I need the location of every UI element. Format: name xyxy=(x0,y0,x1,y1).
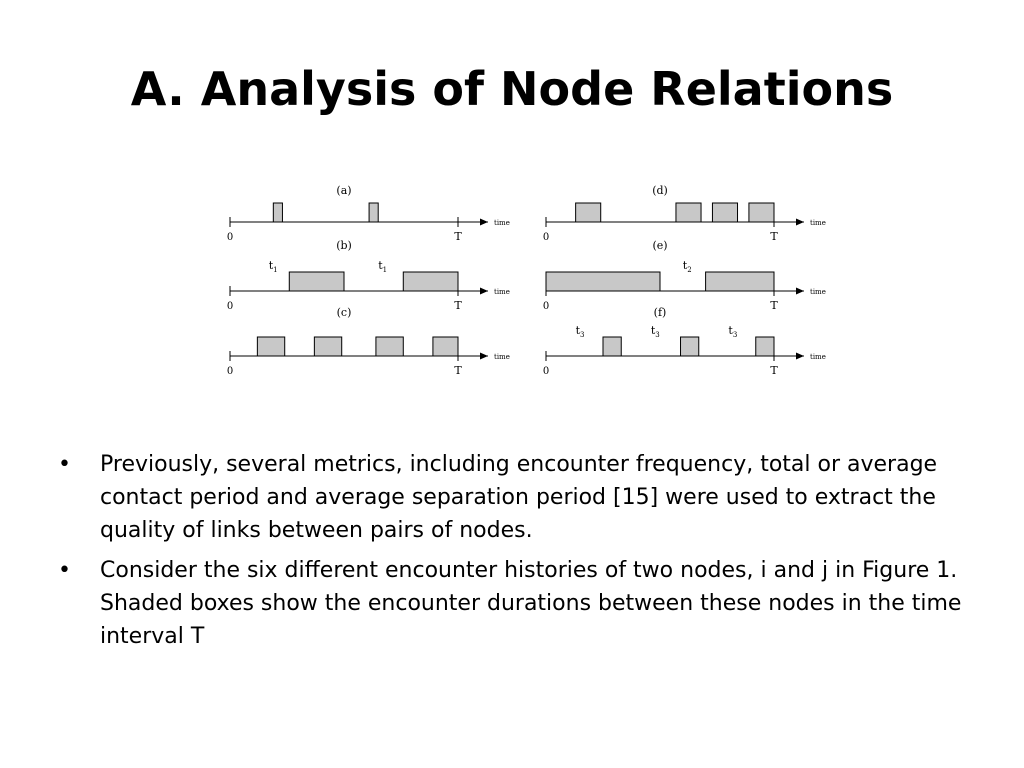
bullet-dot: • xyxy=(58,452,71,477)
axis-name-label: time xyxy=(494,219,510,227)
axis-end-label: T xyxy=(454,364,462,377)
panel-label: (f) xyxy=(653,306,667,319)
axis-arrow xyxy=(480,353,488,360)
encounter-box xyxy=(603,337,621,356)
encounter-box xyxy=(257,337,284,356)
axis-name-label: time xyxy=(494,353,510,361)
panel-label: (a) xyxy=(336,184,352,197)
axis-start-label: 0 xyxy=(542,366,550,377)
time-marker: $t_1$ xyxy=(268,259,278,274)
bullet-item xyxy=(56,448,976,547)
encounter-histories-figure xyxy=(222,176,826,386)
encounter-box xyxy=(403,272,458,291)
axis-start-label: 0 xyxy=(226,366,234,377)
axis-end-label: T xyxy=(454,230,462,243)
axis-end-label: T xyxy=(770,364,778,377)
axis-arrow xyxy=(796,219,804,226)
bullet-dot: • xyxy=(58,558,71,583)
encounter-box xyxy=(314,337,341,356)
encounter-box xyxy=(706,272,774,291)
axis-arrow xyxy=(796,353,804,360)
encounter-box xyxy=(749,203,774,222)
encounter-box xyxy=(289,272,344,291)
encounter-box xyxy=(712,203,737,222)
axis-arrow xyxy=(480,288,488,295)
encounter-box xyxy=(273,203,282,222)
axis-start-label: 0 xyxy=(542,232,550,243)
encounter-box xyxy=(546,272,660,291)
panel-label: (e) xyxy=(652,239,668,252)
slide-title: A. Analysis of Node Relations xyxy=(130,62,894,116)
encounter-box xyxy=(676,203,701,222)
time-marker: $t_1$ xyxy=(378,259,388,274)
axis-start-label: 0 xyxy=(542,301,550,312)
encounter-box xyxy=(433,337,458,356)
axis-end-label: T xyxy=(770,299,778,312)
axis-start-label: 0 xyxy=(226,232,234,243)
axis-arrow xyxy=(480,219,488,226)
bullet-item xyxy=(56,554,976,653)
encounter-box xyxy=(576,203,601,222)
bullet-text: Consider the six different encounter histories of two nodes, i and j in Figure 1. Shaded boxes show the encounter durations between these nodes in the time interval T xyxy=(100,558,962,649)
axis-name-label: time xyxy=(810,288,826,296)
encounter-box xyxy=(756,337,774,356)
encounter-box xyxy=(681,337,699,356)
bullet-text: Previously, several metrics, including encounter frequency, total or average contact period and average separation period [15] were used to extract the quality of links between pairs of nodes. xyxy=(100,452,938,543)
axis-name-label: time xyxy=(494,288,510,296)
panel-label: (b) xyxy=(336,239,352,252)
panel-label: (d) xyxy=(652,184,668,197)
axis-arrow xyxy=(796,288,804,295)
panel-label: (c) xyxy=(336,306,352,319)
axis-end-label: T xyxy=(770,230,778,243)
encounter-histories-svg xyxy=(222,176,826,386)
bullet-list xyxy=(56,448,976,660)
time-marker: $t_3$ xyxy=(728,324,738,339)
encounter-box xyxy=(376,337,403,356)
axis-name-label: time xyxy=(810,219,826,227)
time-marker: $t_3$ xyxy=(650,324,660,339)
axis-start-label: 0 xyxy=(226,301,234,312)
time-marker: $t_3$ xyxy=(575,324,585,339)
axis-end-label: T xyxy=(454,299,462,312)
axis-name-label: time xyxy=(810,353,826,361)
encounter-box xyxy=(369,203,378,222)
time-marker: $t_2$ xyxy=(682,259,692,274)
